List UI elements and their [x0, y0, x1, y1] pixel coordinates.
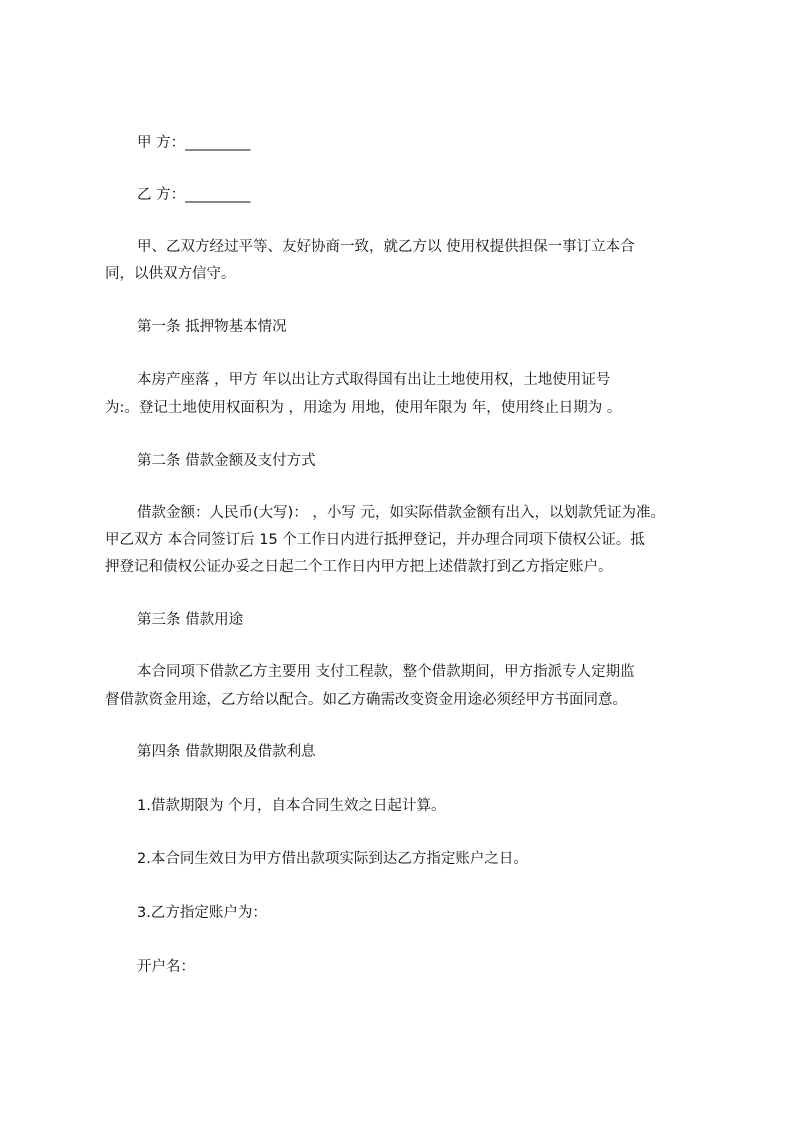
intro-line-1: 甲、乙双方经过平等、友好协商一致，就乙方以 使用权提供担保一事订立本合: [137, 239, 635, 255]
article-3-line-2: 督借款资金用途，乙方给以配合。如乙方确需改变资金用途必须经甲方书面同意。: [105, 692, 627, 708]
article-2-line-3: 押登记和债权公证办妥之日起二个工作日内甲方把上述借款打到乙方指定账户。: [105, 559, 613, 575]
article-4-item-2: 2.本合同生效日为甲方借出款项实际到达乙方指定账户之日。: [137, 851, 528, 867]
article-4-item-1: 1.借款期限为 个月，自本合同生效之日起计算。: [137, 798, 446, 814]
article-2-line-1: 借款金额：人民币(大写)： ，小写 元，如实际借款金额有出入，以划款凭证为准。: [137, 505, 666, 521]
article-4-item-3: 3.乙方指定账户为：: [137, 905, 267, 921]
account-name-line: 开户名：: [137, 959, 195, 975]
article-3-line-1: 本合同项下借款乙方主要用 支付工程款，整个借款期间，甲方指派专人定期监: [137, 664, 635, 680]
article-2-line-2: 甲乙双方 本合同签订后 15 个工作日内进行抵押登记，并办理合同项下债权公证。抵: [105, 532, 645, 548]
article-4-heading: 第四条 借款期限及借款利息: [137, 744, 316, 760]
article-2-heading: 第二条 借款金额及支付方式: [137, 453, 316, 469]
intro-line-2: 同，以供双方信守。: [105, 266, 236, 282]
party-a-line: 甲 方：_________: [137, 135, 251, 151]
party-b-line: 乙 方：_________: [137, 187, 251, 203]
article-1-line-2: 为:。登记土地使用权面积为 ，用途为 用地，使用年限为 年，使用终止日期为 。: [105, 400, 622, 416]
article-3-heading: 第三条 借款用途: [137, 612, 244, 628]
article-1-heading: 第一条 抵押物基本情况: [137, 319, 287, 335]
article-1-line-1: 本房产座落 ，甲方 年以出让方式取得国有出让土地使用权，土地使用证号: [137, 372, 611, 388]
